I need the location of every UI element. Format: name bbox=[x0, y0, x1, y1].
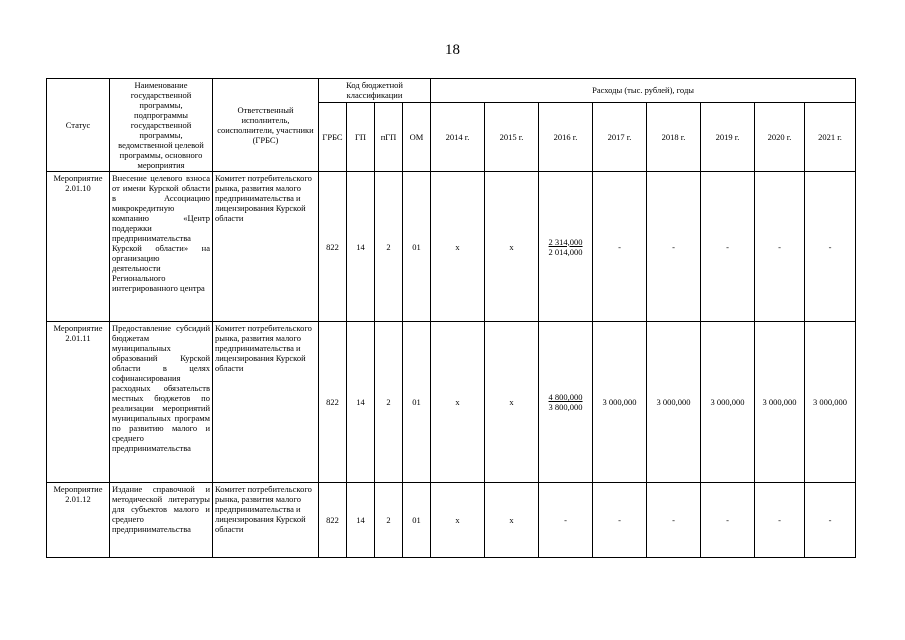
row-responsible: Комитет потребительского рынка, развития малого предпринимательства и лицензирования Курской области bbox=[213, 172, 319, 322]
row-pgp: 2 bbox=[375, 483, 403, 558]
row-description: Издание справочной и методической литературы для субъектов малого и среднего предпринимательства bbox=[110, 483, 213, 558]
row-2021: - bbox=[805, 172, 856, 322]
row-2014: х bbox=[431, 483, 485, 558]
row-2019: 3 000,000 bbox=[701, 322, 755, 483]
row-2018: - bbox=[647, 172, 701, 322]
row-2017: - bbox=[593, 483, 647, 558]
header-responsible: Ответственный исполнитель, соисполнители, участники (ГРБС) bbox=[213, 79, 319, 172]
row-2015: х bbox=[485, 483, 539, 558]
row-2016-new: 3 800,000 bbox=[548, 402, 583, 412]
row-grbs: 822 bbox=[319, 322, 347, 483]
header-year-2017: 2017 г. bbox=[593, 102, 647, 172]
row-2017: - bbox=[593, 172, 647, 322]
row-pgp: 2 bbox=[375, 172, 403, 322]
row-2016 bbox=[539, 322, 593, 483]
row-2020: - bbox=[755, 172, 805, 322]
header-year-2019: 2019 г. bbox=[701, 102, 755, 172]
row-gp: 14 bbox=[347, 172, 375, 322]
row-2020: 3 000,000 bbox=[755, 322, 805, 483]
row-om: 01 bbox=[403, 172, 431, 322]
budget-table bbox=[46, 78, 856, 558]
row-responsible: Комитет потребительского рынка, развития малого предпринимательства и лицензирования Курской области bbox=[213, 483, 319, 558]
header-pgp: пГП bbox=[375, 102, 403, 172]
table-row bbox=[47, 322, 856, 483]
row-description: Предоставление субсидий бюджетам муниципальных образований Курской области в целях софинансирования расходных обязательств местных бюджетов по реализации мероприятий муниципальных программ по развитию малого и среднего предпринимательства bbox=[110, 322, 213, 483]
row-2019: - bbox=[701, 172, 755, 322]
table-row bbox=[47, 172, 856, 322]
header-year-2015: 2015 г. bbox=[485, 102, 539, 172]
row-responsible: Комитет потребительского рынка, развития малого предпринимательства и лицензирования Курской области bbox=[213, 322, 319, 483]
header-name: Наименование государственной программы, подпрограммы государственной программы, ведомственной целевой программы, основного мероприятия bbox=[110, 79, 213, 172]
header-status: Статус bbox=[47, 79, 110, 172]
row-gp: 14 bbox=[347, 322, 375, 483]
row-om: 01 bbox=[403, 322, 431, 483]
row-2014: х bbox=[431, 322, 485, 483]
header-year-2021: 2021 г. bbox=[805, 102, 856, 172]
header-year-2014: 2014 г. bbox=[431, 102, 485, 172]
row-pgp: 2 bbox=[375, 322, 403, 483]
header-grbs: ГРБС bbox=[319, 102, 347, 172]
header-gp: ГП bbox=[347, 102, 375, 172]
page-number: 18 bbox=[445, 42, 460, 58]
row-2018: 3 000,000 bbox=[647, 322, 701, 483]
header-budget-code: Код бюджетной классификации bbox=[319, 79, 431, 103]
row-status: Мероприятие 2.01.11 bbox=[47, 322, 110, 483]
header-om: ОМ bbox=[403, 102, 431, 172]
row-2016-old: 2 314,000 bbox=[548, 236, 583, 247]
row-2015: х bbox=[485, 322, 539, 483]
row-status: Мероприятие 2.01.12 bbox=[47, 483, 110, 558]
row-2020: - bbox=[755, 483, 805, 558]
row-2016: - bbox=[539, 483, 593, 558]
row-2016 bbox=[539, 172, 593, 322]
row-grbs: 822 bbox=[319, 172, 347, 322]
header-year-2018: 2018 г. bbox=[647, 102, 701, 172]
row-grbs: 822 bbox=[319, 483, 347, 558]
row-2016-old: 4 800,000 bbox=[548, 392, 583, 402]
row-2018: - bbox=[647, 483, 701, 558]
row-2016-new: 2 014,000 bbox=[548, 246, 583, 257]
row-2014: х bbox=[431, 172, 485, 322]
row-2021: 3 000,000 bbox=[805, 322, 856, 483]
row-2019: - bbox=[701, 483, 755, 558]
row-2015: х bbox=[485, 172, 539, 322]
row-om: 01 bbox=[403, 483, 431, 558]
row-status: Мероприятие 2.01.10 bbox=[47, 172, 110, 322]
table-row bbox=[47, 483, 856, 558]
row-2021: - bbox=[805, 483, 856, 558]
row-gp: 14 bbox=[347, 483, 375, 558]
header-year-2016: 2016 г. bbox=[539, 102, 593, 172]
row-description: Внесение целевого взноса от имени Курской области в Ассоциацию микрокредитную компанию «Центр поддержки предпринимательства Курской области» на организацию деятельности Регионального интегрированного центра bbox=[110, 172, 213, 322]
row-2017: 3 000,000 bbox=[593, 322, 647, 483]
header-year-2020: 2020 г. bbox=[755, 102, 805, 172]
header-expenses: Расходы (тыс. рублей), годы bbox=[431, 79, 856, 103]
